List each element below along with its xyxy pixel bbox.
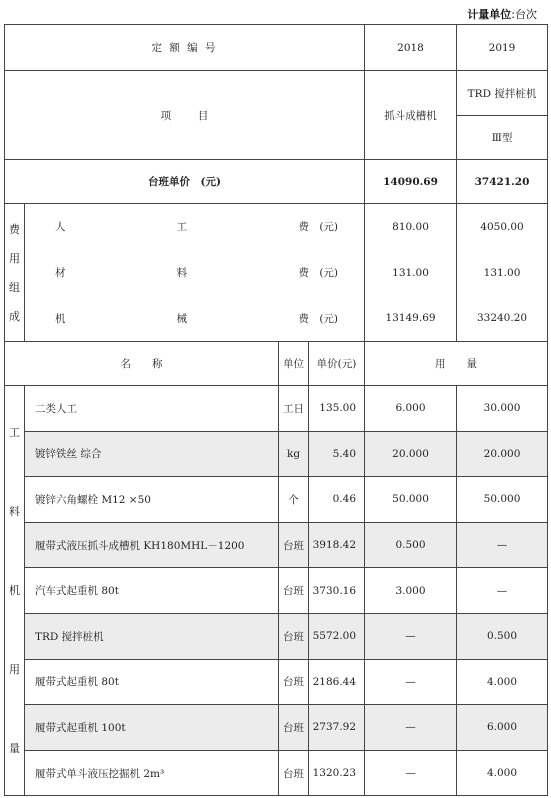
detail-qty-2018: 20.000: [365, 431, 457, 477]
code-2018: 2018: [365, 25, 457, 71]
detail-unit: 台班: [279, 613, 309, 659]
detail-name: 镀锌六角螺栓 M12 ×50: [25, 477, 279, 523]
detail-price: 0.46: [309, 477, 365, 523]
cost-row-machine: [5, 296, 548, 342]
detail-qty-2019: 30.000: [457, 386, 548, 432]
detail-name: 履带式起重机 80t: [25, 659, 279, 705]
detail-qty-2019: 0.500: [457, 613, 548, 659]
detail-unit: 台班: [279, 750, 309, 796]
detail-row: [5, 613, 548, 659]
code-2019: 2019: [457, 25, 548, 71]
cost-material-2018: 131.00: [365, 250, 457, 296]
quota-table: [4, 24, 548, 796]
cost-name-material: 材 料 费 (元): [25, 250, 365, 296]
detail-name: 履带式起重机 100t: [25, 705, 279, 751]
detail-row: [5, 750, 548, 796]
detail-price: 2737.92: [309, 705, 365, 751]
cost-name-machine: 机 械 费 (元): [25, 296, 365, 342]
cost-row-material: [5, 250, 548, 296]
cost-labor-2018: 810.00: [365, 204, 457, 250]
detail-name: TRD 搅拌桩机: [25, 613, 279, 659]
detail-price: 2186.44: [309, 659, 365, 705]
cost-group-char: 用: [9, 251, 20, 265]
detail-vertical-char: 工: [9, 426, 20, 440]
detail-header-name: 名 称: [5, 342, 279, 386]
detail-qty-2018: 3.000: [365, 568, 457, 614]
detail-row: [5, 431, 548, 477]
detail-name: 履带式液压抓斗成槽机 KH180MHL－1200: [25, 522, 279, 568]
detail-price: 135.00: [309, 386, 365, 432]
name-2019: TRD 搅拌桩机: [457, 71, 548, 116]
detail-name: 履带式单斗液压挖掘机 2m³: [25, 750, 279, 796]
detail-vertical-char: 机: [9, 584, 20, 598]
price-2018: 14090.69: [365, 160, 457, 204]
name-2018: 抓斗成槽机: [365, 71, 457, 160]
cost-material-2019: 131.00: [457, 250, 548, 296]
detail-qty-2018: 0.500: [365, 522, 457, 568]
detail-price: 5572.00: [309, 613, 365, 659]
price-2019: 37421.20: [457, 160, 548, 204]
detail-qty-2018: —: [365, 750, 457, 796]
detail-qty-2019: —: [457, 522, 548, 568]
detail-unit: kg: [279, 431, 309, 477]
detail-header-row: [5, 342, 548, 386]
detail-body: [5, 386, 548, 796]
cost-group-char: 成: [9, 309, 20, 323]
detail-name: 镀锌铁丝 综合: [25, 431, 279, 477]
detail-vertical-label: [5, 386, 25, 796]
detail-qty-2019: 6.000: [457, 705, 548, 751]
detail-price: 5.40: [309, 431, 365, 477]
price-row: [5, 160, 548, 204]
detail-qty-2019: 4.000: [457, 659, 548, 705]
detail-unit: 个: [279, 477, 309, 523]
cost-machine-2019: 33240.20: [457, 296, 548, 342]
detail-qty-2018: 6.000: [365, 386, 457, 432]
price-label: 台班单价 (元): [5, 160, 365, 204]
detail-price: 3730.16: [309, 568, 365, 614]
detail-price: 3918.42: [309, 522, 365, 568]
detail-qty-2019: 4.000: [457, 750, 548, 796]
detail-price: 1320.23: [309, 750, 365, 796]
code-label: 定 额 编 号: [5, 25, 365, 71]
detail-header-price: 单价(元): [309, 342, 365, 386]
cost-row-labor: [5, 204, 548, 250]
detail-name: 汽车式起重机 80t: [25, 568, 279, 614]
detail-vertical-char: 用: [9, 663, 20, 677]
unit-note: 计量单位:台次: [467, 8, 537, 21]
detail-qty-2018: —: [365, 705, 457, 751]
item-label: 项 目: [5, 71, 365, 160]
detail-unit: 台班: [279, 568, 309, 614]
detail-qty-2018: —: [365, 659, 457, 705]
cost-machine-2018: 13149.69: [365, 296, 457, 342]
detail-row: [5, 522, 548, 568]
detail-qty-2019: 20.000: [457, 431, 548, 477]
detail-qty-2019: —: [457, 568, 548, 614]
cost-group-char: 组: [9, 280, 20, 294]
cost-labor-2019: 4050.00: [457, 204, 548, 250]
detail-row: [5, 659, 548, 705]
detail-qty-2018: —: [365, 613, 457, 659]
detail-header-qty: 用 量: [365, 342, 548, 386]
detail-unit: 台班: [279, 659, 309, 705]
detail-row: [5, 705, 548, 751]
cost-group-char: 费: [9, 222, 20, 236]
detail-qty-2018: 50.000: [365, 477, 457, 523]
cost-group-label: [5, 204, 25, 342]
unit-note-label: 计量单位: [467, 8, 512, 21]
detail-header-unit: 单位: [279, 342, 309, 386]
detail-unit: 台班: [279, 705, 309, 751]
detail-vertical-char: 料: [9, 505, 20, 519]
cost-name-labor: 人 工 费 (元): [25, 204, 365, 250]
detail-row: [5, 568, 548, 614]
detail-qty-2019: 50.000: [457, 477, 548, 523]
detail-row: [5, 386, 548, 432]
type-2019: Ⅲ型: [457, 116, 548, 160]
detail-unit: 工日: [279, 386, 309, 432]
code-row: [5, 25, 548, 71]
detail-unit: 台班: [279, 522, 309, 568]
detail-name: 二类人工: [25, 386, 279, 432]
item-row-top: [5, 71, 548, 116]
detail-vertical-char: 量: [9, 742, 20, 756]
detail-row: [5, 477, 548, 523]
unit-note-value: 台次: [515, 8, 537, 21]
